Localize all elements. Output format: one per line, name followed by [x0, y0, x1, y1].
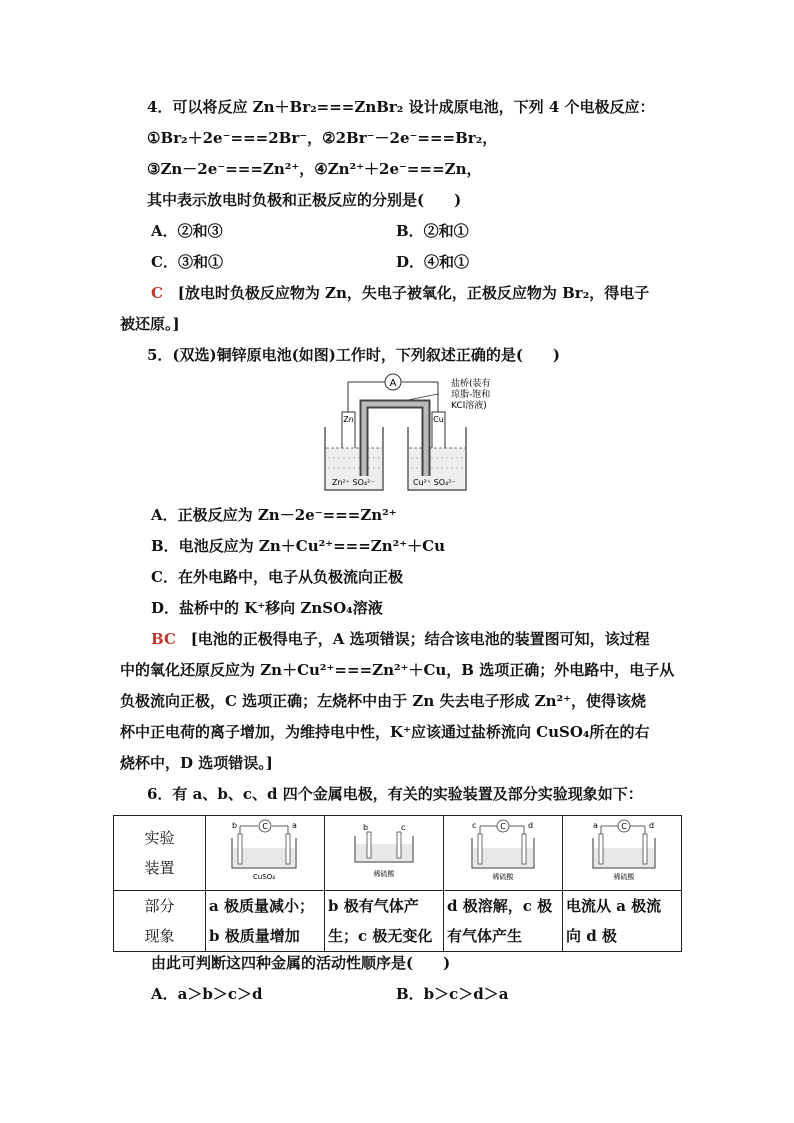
q5-answer-line — [151, 628, 650, 650]
q6-option-a: A．a＞b＞c＞d — [151, 985, 263, 1003]
right-solution-ions: Cu²⁺ SO₄²⁻ — [413, 478, 456, 487]
q4-reactions-1-2: ①Br₂＋2e⁻===2Br⁻，②2Br⁻－2e⁻===Br₂， — [147, 129, 498, 147]
cu-zn-cell-figure — [320, 372, 520, 494]
q4-explanation-1: [放电时负极反应物为 Zn，失电子被氧化，正极反应物为 Br₂，得电子 — [177, 284, 650, 302]
phenomenon-header-line-2: 现象 — [144, 927, 175, 945]
ammeter-label: A — [389, 378, 397, 389]
device-2-solution: 稀硫酸 — [373, 870, 395, 878]
device-header — [114, 816, 206, 891]
q5-explanation-3: 负极流向正极，C 选项正确；左烧杯中由于 Zn 失去电子形成 Zn²⁺，使得该烧 — [120, 692, 647, 710]
device-4-solution: 稀硫酸 — [613, 873, 635, 881]
device-row — [114, 816, 682, 891]
q4-option-c: C．③和① — [151, 253, 223, 271]
device-4-figure — [563, 816, 681, 886]
phenomenon-cell-2 — [325, 891, 444, 952]
q4-option-b: B．②和① — [396, 222, 469, 240]
phenomenon-cell-4 — [563, 891, 682, 952]
device-1-right-label: a — [292, 821, 297, 830]
device-cell-1 — [206, 816, 325, 891]
device-2-figure — [325, 816, 443, 886]
phenomenon-1-line-1: a 极质量减小； — [209, 897, 314, 915]
q4-stem: 4．可以将反应 Zn＋Br₂===ZnBr₂ 设计成原电池，下列 4 个电极反应： — [147, 98, 655, 116]
phenomenon-3-line-2: 有气体产生 — [447, 927, 523, 945]
device-1-left-label: b — [232, 821, 238, 830]
phenomenon-header-line-1: 部分 — [144, 897, 175, 915]
q5-stem: 5．(双选)铜锌原电池(如图)工作时，下列叙述正确的是( ) — [147, 346, 561, 364]
phenomenon-2-line-2: 生；c 极无变化 — [328, 927, 433, 945]
phenomenon-header — [114, 891, 206, 952]
q5-explanation-5: 烧杯中，D 选项错误。] — [120, 754, 273, 772]
q5-option-a: A．正极反应为 Zn－2e⁻===Zn²⁺ — [151, 506, 397, 524]
device-cell-3 — [444, 816, 563, 891]
device-4-meter: C — [621, 822, 627, 831]
device-3-figure — [444, 816, 562, 886]
device-2-left-label: b — [363, 823, 369, 832]
phenomenon-3-line-1: d 极溶解，c 极 — [447, 897, 553, 915]
phenomenon-cell-3 — [444, 891, 563, 952]
device-1-figure — [206, 816, 324, 886]
left-solution-ions: Zn²⁺ SO₄²⁻ — [332, 478, 375, 487]
q4-answer: C — [151, 284, 163, 302]
q5-option-d: D．盐桥中的 K⁺移向 ZnSO₄溶液 — [151, 599, 383, 617]
device-3-solution: 稀硫酸 — [492, 873, 514, 881]
device-cell-2 — [325, 816, 444, 891]
device-1-solution: CuSO₄ — [252, 873, 276, 881]
q4-reactions-3-4: ③Zn－2e⁻===Zn²⁺，④Zn²⁺＋2e⁻===Zn， — [147, 160, 482, 178]
device-4-right-label: d — [649, 821, 655, 830]
device-header-line-2: 装置 — [144, 859, 175, 877]
q6-stem: 6．有 a、b、c、d 四个金属电极，有关的实验装置及部分实验现象如下： — [147, 785, 643, 803]
salt-bridge-label-3: KCl溶液) — [451, 401, 487, 411]
device-3-right-label: d — [528, 821, 534, 830]
phenomenon-4-line-1: 电流从 a 极流 — [566, 897, 662, 915]
q4-answer-line — [151, 282, 649, 304]
q6-option-b: B．b＞c＞d＞a — [396, 985, 509, 1003]
q5-explanation-1: [电池的正极得电子，A 选项错误；结合该电池的装置图可知，该过程 — [190, 630, 650, 648]
phenomenon-2-line-1: b 极有气体产 — [328, 897, 419, 915]
q5-option-b: B．电池反应为 Zn＋Cu²⁺===Zn²⁺＋Cu — [151, 537, 445, 555]
phenomenon-row — [114, 891, 682, 952]
zn-electrode-label: Zn — [343, 415, 354, 424]
device-3-meter: C — [500, 822, 506, 831]
q5-explanation-2: 中的氧化还原反应为 Zn＋Cu²⁺===Zn²⁺＋Cu，B 选项正确；外电路中，电子从 — [120, 661, 675, 679]
device-3-left-label: c — [472, 821, 477, 830]
experiment-table — [113, 815, 682, 952]
q4-explanation-2: 被还原。] — [120, 315, 180, 333]
device-cell-4 — [563, 816, 682, 891]
q4-option-a: A．②和③ — [151, 222, 223, 240]
device-2-right-label: c — [401, 823, 406, 832]
salt-bridge-label-2: 琼脂-饱和 — [451, 390, 491, 400]
phenomenon-4-line-2: 向 d 极 — [566, 927, 617, 945]
device-1-meter: C — [262, 822, 268, 831]
q5-explanation-4: 杯中正电荷的离子增加，为维持电中性，K⁺应该通过盐桥流向 CuSO₄所在的右 — [120, 723, 650, 741]
q4-question: 其中表示放电时负极和正极反应的分别是( ) — [147, 191, 462, 209]
phenomenon-1-line-2: b 极质量增加 — [209, 927, 300, 945]
device-4-left-label: a — [593, 821, 598, 830]
phenomenon-cell-1 — [206, 891, 325, 952]
device-header-line-1: 实验 — [144, 829, 175, 847]
q6-question: 由此可判断这四种金属的活动性顺序是( ) — [151, 954, 451, 972]
q5-answer: BC — [151, 630, 176, 648]
q4-option-d: D．④和① — [396, 253, 470, 271]
cu-electrode-label: Cu — [433, 415, 444, 424]
q5-option-c: C．在外电路中，电子从负极流向正极 — [151, 568, 403, 586]
salt-bridge-label-1: 盐桥(装有 — [451, 379, 491, 389]
